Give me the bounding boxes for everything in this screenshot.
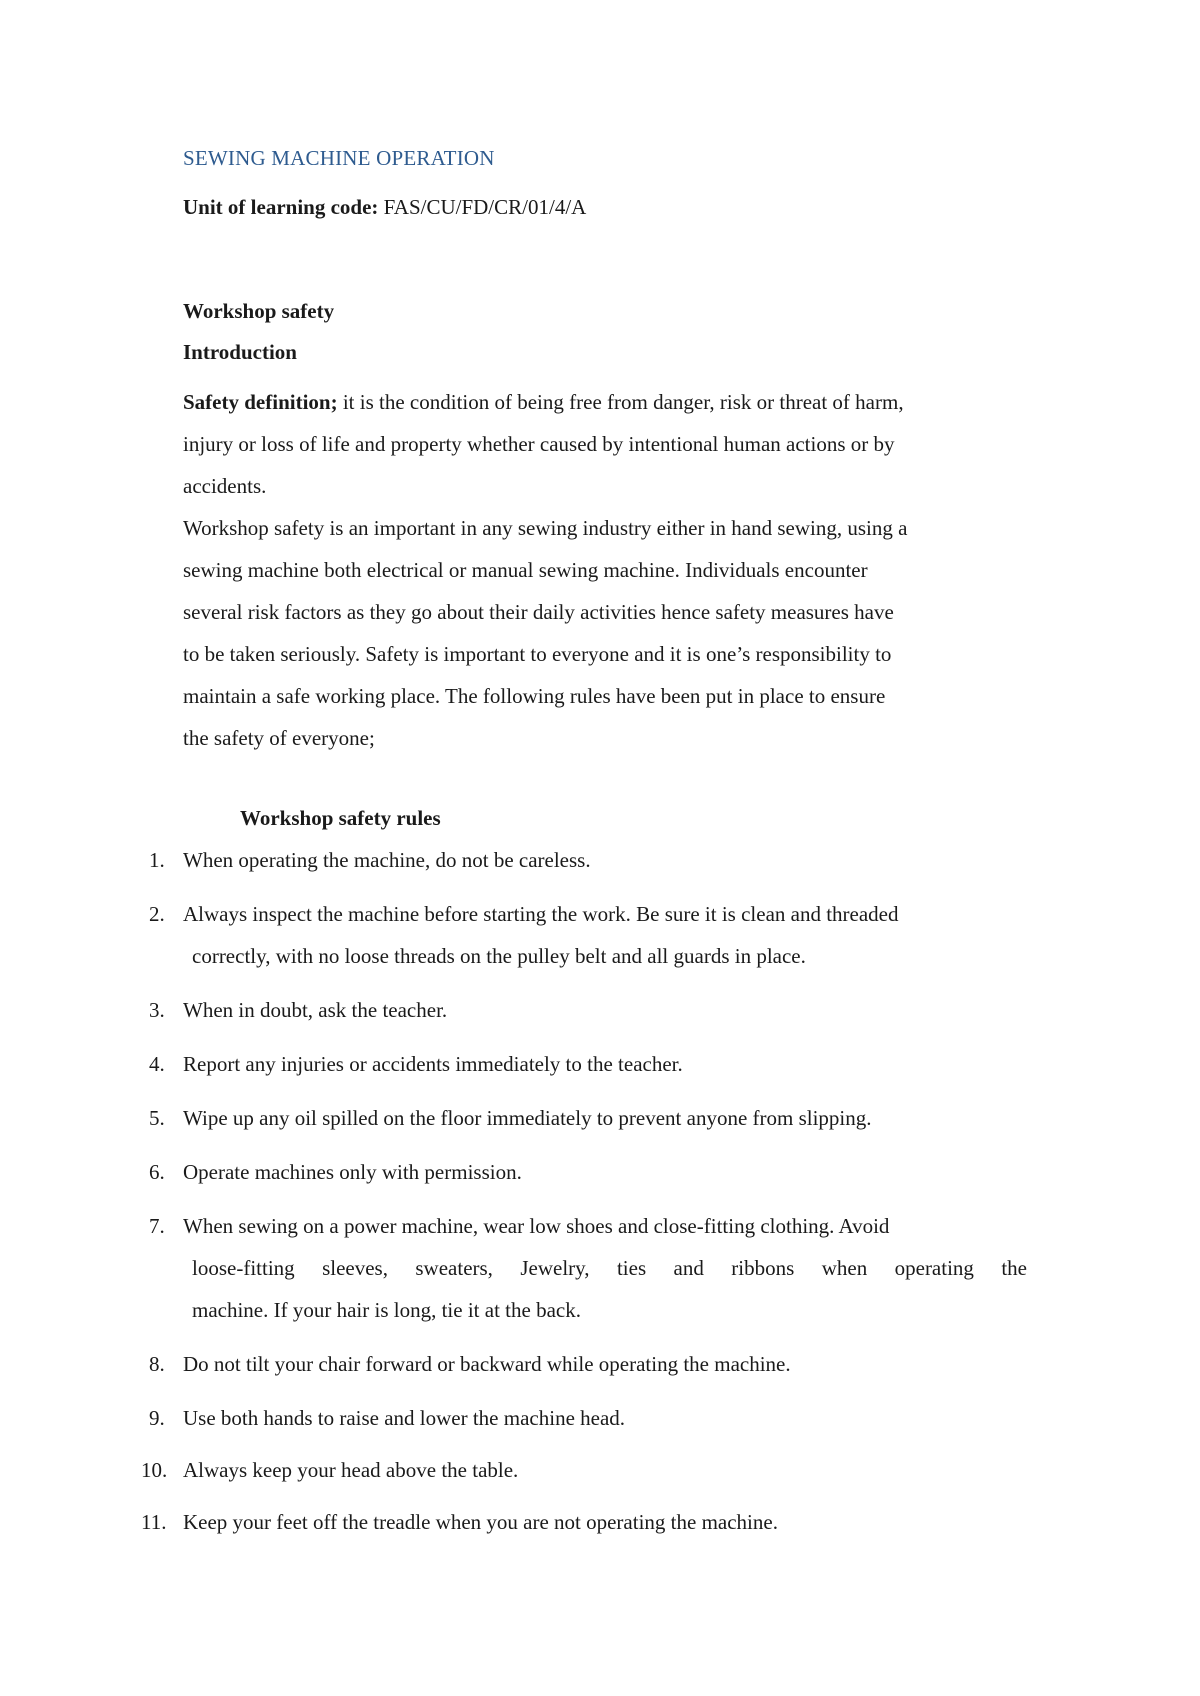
paragraph-line: maintain a safe working place. The following rules have been put in place to ensure <box>183 684 886 708</box>
definition-line-2: injury or loss of life and property whether caused by intentional human actions or by <box>183 432 895 456</box>
rule-number: 6. <box>149 1160 165 1184</box>
rule-text: Use both hands to raise and lower the machine head. <box>183 1406 626 1430</box>
rule-number: 8. <box>149 1352 165 1376</box>
rule-number: 5. <box>149 1106 165 1130</box>
intro-body <box>183 381 1027 759</box>
paragraph-line: sewing machine both electrical or manual sewing machine. Individuals encounter <box>183 558 868 582</box>
rule-number: 7. <box>149 1214 165 1238</box>
rule-text: Do not tilt your chair forward or backward while operating the machine. <box>183 1352 791 1376</box>
unit-code-label: Unit of learning code: <box>183 195 379 219</box>
rule-text: Report any injuries or accidents immediately to the teacher. <box>183 1052 683 1076</box>
rule-text: Wipe up any oil spilled on the floor immediately to prevent anyone from slipping. <box>183 1106 872 1130</box>
rule-text: When sewing on a power machine, wear low shoes and close-fitting clothing. Avoid <box>183 1214 890 1238</box>
rule-text-continued: loose-fitting sleeves, sweaters, Jewelry, ties and ribbons when operating the <box>192 1256 1027 1280</box>
paragraph-line: to be taken seriously. Safety is important to everyone and it is one’s responsibility to <box>183 642 892 666</box>
rule-text: Operate machines only with permission. <box>183 1160 522 1184</box>
rule-text: When operating the machine, do not be careless. <box>183 848 591 872</box>
rule-number: 9. <box>149 1406 165 1430</box>
rule-text-continued: machine. If your hair is long, tie it at the back. <box>192 1298 581 1322</box>
rule-number: 2. <box>149 902 165 926</box>
rule-number: 4. <box>149 1052 165 1076</box>
rule-number: 11. <box>141 1510 167 1534</box>
rules-heading: Workshop safety rules <box>240 806 441 830</box>
section-heading: Workshop safety <box>183 299 335 323</box>
rule-number: 3. <box>149 998 165 1022</box>
rule-text: Always keep your head above the table. <box>183 1458 519 1482</box>
rule-text-continued: correctly, with no loose threads on the pulley belt and all guards in place. <box>192 944 806 968</box>
rule-number: 10. <box>141 1458 168 1482</box>
rule-text: Keep your feet off the treadle when you are not operating the machine. <box>183 1510 778 1534</box>
paragraph-line: Workshop safety is an important in any sewing industry either in hand sewing, using a <box>183 516 908 540</box>
rule-text: When in doubt, ask the teacher. <box>183 998 448 1022</box>
unit-code-line <box>183 195 586 220</box>
definition-term: Safety definition; <box>183 390 338 414</box>
paragraph-line: the safety of everyone; <box>183 726 375 750</box>
rule-text: Always inspect the machine before starting the work. Be sure it is clean and threaded <box>183 902 899 926</box>
intro-heading: Introduction <box>183 340 297 364</box>
definition-line-1 <box>183 381 1027 423</box>
unit-code-value: FAS/CU/FD/CR/01/4/A <box>378 195 587 219</box>
rule-number: 1. <box>149 848 165 872</box>
paragraph-line: several risk factors as they go about their daily activities hence safety measures have <box>183 600 894 624</box>
definition-line-3: accidents. <box>183 474 267 498</box>
definition-text-1: it is the condition of being free from danger, risk or threat of harm, <box>337 390 904 414</box>
document-title: SEWING MACHINE OPERATION <box>183 146 495 170</box>
